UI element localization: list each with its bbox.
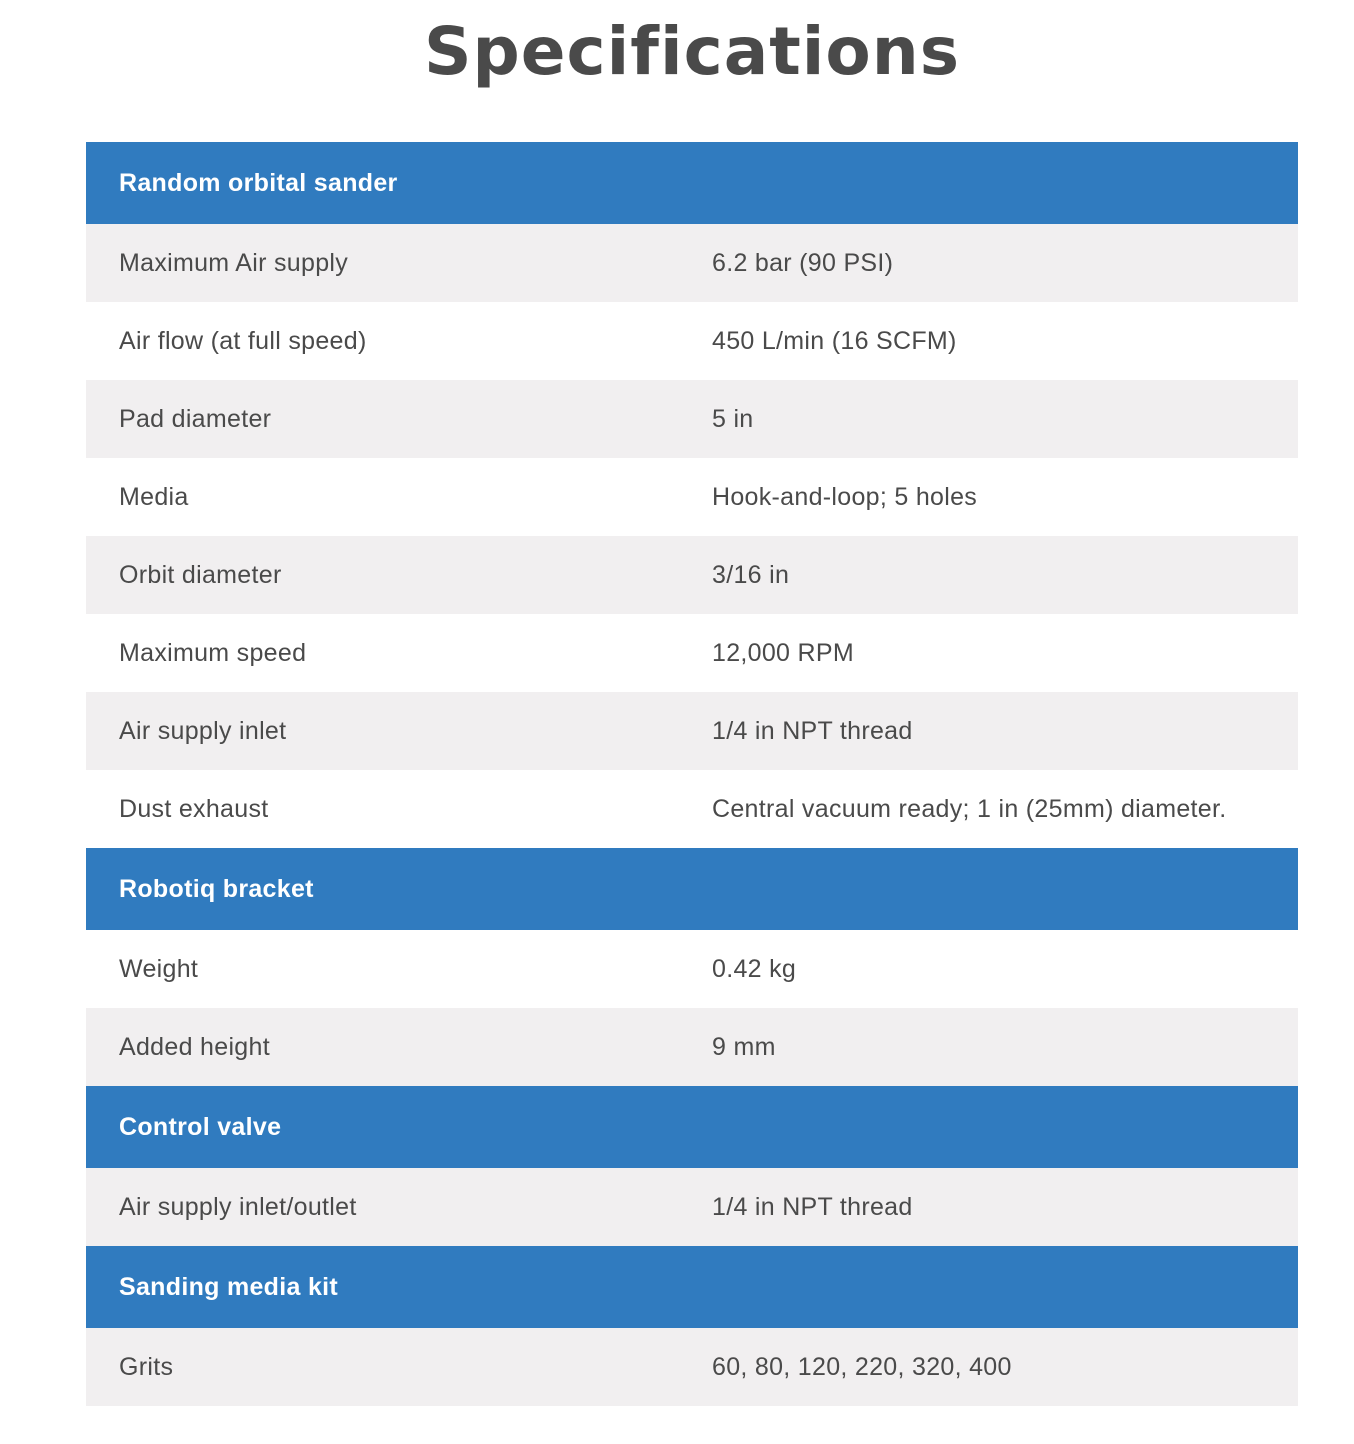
- section-heading: Random orbital sander: [86, 142, 1298, 224]
- section-header-robotiq-bracket: [86, 848, 1298, 930]
- section-heading: Sanding media kit: [86, 1246, 1298, 1328]
- table-row: [86, 614, 1298, 692]
- spec-value: Central vacuum ready; 1 in (25mm) diameter.: [679, 770, 1298, 848]
- spec-label: Maximum Air supply: [86, 224, 679, 302]
- table-row: [86, 930, 1298, 1008]
- spec-label: Pad diameter: [86, 380, 679, 458]
- table-row: [86, 302, 1298, 380]
- table-row: [86, 1008, 1298, 1086]
- spec-label: Air supply inlet: [86, 692, 679, 770]
- spec-value: 0.42 kg: [679, 930, 1298, 1008]
- spec-value: 12,000 RPM: [679, 614, 1298, 692]
- table-row: [86, 536, 1298, 614]
- spec-label: Air flow (at full speed): [86, 302, 679, 380]
- spec-label: Weight: [86, 930, 679, 1008]
- spec-value: Hook-and-loop; 5 holes: [679, 458, 1298, 536]
- spec-value: 60, 80, 120, 220, 320, 400: [679, 1328, 1298, 1406]
- page-title: Specifications: [423, 13, 961, 90]
- spec-label: Dust exhaust: [86, 770, 679, 848]
- spec-value: 3/16 in: [679, 536, 1298, 614]
- spec-label: Grits: [86, 1328, 679, 1406]
- table-row: [86, 380, 1298, 458]
- table-row: [86, 1328, 1298, 1406]
- section-header-control-valve: [86, 1086, 1298, 1168]
- specifications-table: [86, 142, 1298, 1406]
- table-row: [86, 770, 1298, 848]
- spec-label: Air supply inlet/outlet: [86, 1168, 679, 1246]
- section-heading: Robotiq bracket: [86, 848, 1298, 930]
- spec-label: Media: [86, 458, 679, 536]
- section-header-sanding-media-kit: [86, 1246, 1298, 1328]
- table-row: [86, 1168, 1298, 1246]
- table-row: [86, 224, 1298, 302]
- spec-label: Maximum speed: [86, 614, 679, 692]
- table-row: [86, 692, 1298, 770]
- spec-value: 6.2 bar (90 PSI): [679, 224, 1298, 302]
- spec-label: Added height: [86, 1008, 679, 1086]
- spec-value: 9 mm: [679, 1008, 1298, 1086]
- spec-value: 5 in: [679, 380, 1298, 458]
- section-header-random-orbital-sander: [86, 142, 1298, 224]
- spec-value: 450 L/min (16 SCFM): [679, 302, 1298, 380]
- spec-value: 1/4 in NPT thread: [679, 692, 1298, 770]
- spec-value: 1/4 in NPT thread: [679, 1168, 1298, 1246]
- section-heading: Control valve: [86, 1086, 1298, 1168]
- table-row: [86, 458, 1298, 536]
- spec-label: Orbit diameter: [86, 536, 679, 614]
